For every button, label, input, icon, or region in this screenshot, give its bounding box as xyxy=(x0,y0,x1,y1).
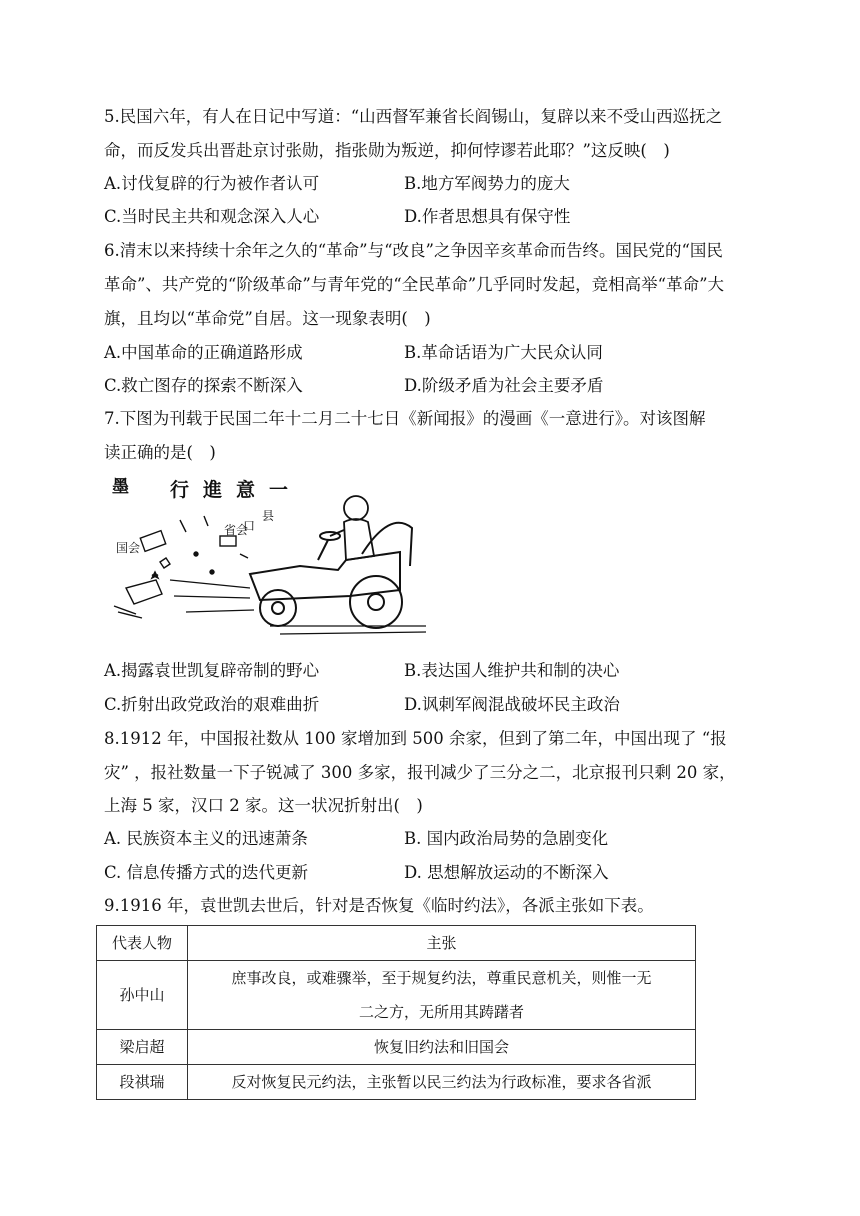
q7-stem-line1: 7.下图为刊载于民国二年十二月二十七日《新闻报》的漫画《一意进行》。对该图解 xyxy=(104,409,706,428)
table-header-person: 代表人物 xyxy=(97,926,188,961)
q8-option-a[interactable]: A. 民族资本主义的迅速萧条 xyxy=(104,829,308,848)
q5-option-b[interactable]: B.地方军阀势力的庞大 xyxy=(404,174,570,193)
table-header-view: 主张 xyxy=(188,926,696,961)
q9-stem: 9.1916 年，袁世凯去世后，针对是否恢复《临时约法》，各派主张如下表。 xyxy=(104,896,654,915)
table-row xyxy=(97,1030,696,1065)
q8-stem-line2: 灾” ，报社数量一下子锐减了 300 多家，报刊减少了三分之二，北京报刊只剩 20 家， xyxy=(104,763,736,782)
cartoon-title: 行進意一 xyxy=(170,479,303,501)
q5-option-c[interactable]: C.当时民主共和观念深入人心 xyxy=(104,207,320,226)
q6-stem-line2: 革命”、共产党的“阶级革命”与青年党的“全民革命”几乎同时发起，竞相高举“革命”大 xyxy=(104,275,725,294)
cartoon-signature: 墨 xyxy=(112,477,129,497)
table-cell-person: 段祺瑞 xyxy=(97,1065,188,1100)
q7-stem-line2: 读正确的是( ) xyxy=(104,443,216,462)
table-header-row xyxy=(97,926,696,961)
q7-option-d[interactable]: D.讽刺军阀混战破坏民主政治 xyxy=(404,695,620,714)
q5-stem-line2: 命，而反发兵出晋赴京讨张勋，指张勋为叛逆，抑何悖谬若此耶？”这反映( ) xyxy=(104,141,670,160)
views-table xyxy=(96,925,696,1100)
cartoon-label-d: 口 xyxy=(243,519,256,533)
table-row xyxy=(97,961,696,1030)
q8-option-b[interactable]: B. 国内政治局势的急剧变化 xyxy=(404,829,609,848)
q8-option-d[interactable]: D. 思想解放运动的不断深入 xyxy=(404,863,609,882)
q7-option-b[interactable]: B.表达国人维护共和制的决心 xyxy=(404,661,620,680)
cartoon-label-b: 国会 xyxy=(116,541,141,555)
table-cell-view-line2: 二之方，无所用其踌躇者 xyxy=(358,1003,524,1021)
table-cell-view: 反对恢复民元约法，主张暂以民三约法为行政标准，要求各省派 xyxy=(188,1065,696,1100)
table-row xyxy=(97,1065,696,1100)
cartoon-label-a: 省会 xyxy=(224,523,249,537)
cartoon-label-c: 县 xyxy=(262,509,275,523)
q6-option-b[interactable]: B.革命话语为广大民众认同 xyxy=(404,343,603,362)
table-cell-person: 孙中山 xyxy=(97,961,188,1030)
q8-stem-line1: 8.1912 年，中国报社数从 100 家增加到 500 余家，但到了第二年，中国出现了 “报 xyxy=(104,729,727,748)
q6-stem-line3: 旗，且均以“革命党”自居。这一现象表明( ) xyxy=(104,309,431,328)
q6-stem-line1: 6.清末以来持续十余年之久的“革命”与“改良”之争因辛亥革命而告终。国民党的“国民 xyxy=(104,241,723,260)
q5-stem-line1: 5.民国六年，有人在日记中写道：“山西督军兼省长阎锡山，复辟以来不受山西巡抚之 xyxy=(104,107,723,126)
q6-option-a[interactable]: A.中国革命的正确道路形成 xyxy=(104,343,303,362)
table-cell-view xyxy=(188,961,696,1030)
q6-option-c[interactable]: C.救亡图存的探索不断深入 xyxy=(104,376,303,395)
cartoon-image xyxy=(100,470,430,646)
table-cell-view: 恢复旧约法和旧国会 xyxy=(188,1030,696,1065)
table-cell-view-line1: 庶事改良，或难骤举，至于规复约法，尊重民意机关，则惟一无 xyxy=(231,969,652,987)
table-cell-person: 梁启超 xyxy=(97,1030,188,1065)
car-drawing xyxy=(250,523,412,628)
q8-option-c[interactable]: C. 信息传播方式的迭代更新 xyxy=(104,863,309,882)
q6-option-d[interactable]: D.阶级矛盾为社会主要矛盾 xyxy=(404,376,604,395)
q7-option-c[interactable]: C.折射出政党政治的艰难曲折 xyxy=(104,695,320,714)
q7-option-a[interactable]: A.揭露袁世凯复辟帝制的野心 xyxy=(104,661,320,680)
q8-stem-line3: 上海 5 家，汉口 2 家。这一状况折射出( ) xyxy=(104,796,423,815)
q5-option-d[interactable]: D.作者思想具有保守性 xyxy=(404,207,571,226)
q5-option-a[interactable]: A.讨伐复辟的行为被作者认可 xyxy=(104,174,320,193)
driver-figure xyxy=(330,496,374,560)
